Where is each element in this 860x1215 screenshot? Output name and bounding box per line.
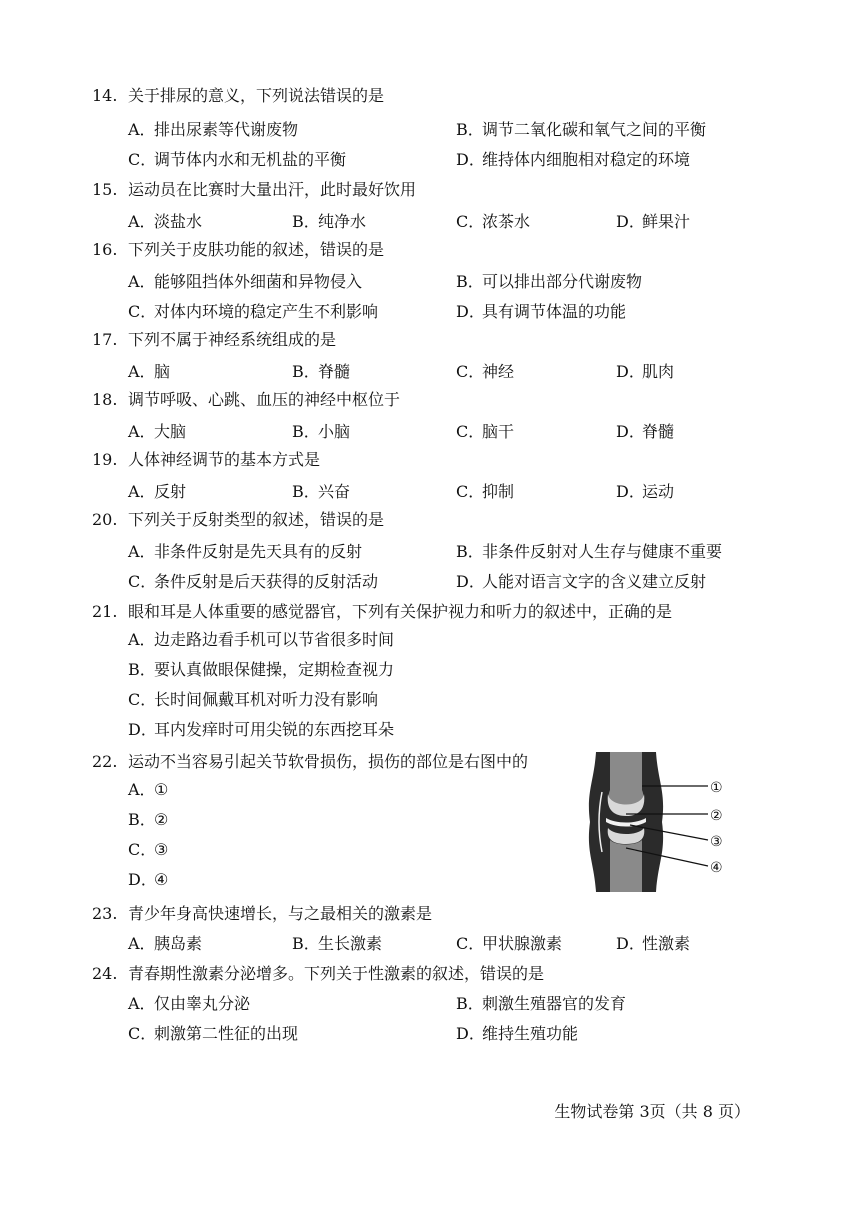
- question-21-option-d: [128, 720, 394, 740]
- figure-label-3: ③: [710, 834, 723, 850]
- question-16-stem: [92, 240, 384, 260]
- option-label: C．: [128, 690, 157, 709]
- question-text: 运动员在比赛时大量出汗，此时最好饮用: [128, 180, 417, 199]
- question-14-option-b: [456, 120, 706, 140]
- question-18-option-b: [292, 422, 350, 442]
- option-text: 胰岛素: [154, 934, 203, 953]
- option-label: A．: [128, 994, 156, 1013]
- option-label: B．: [456, 120, 484, 139]
- question-14-option-c: [128, 150, 346, 170]
- question-17-option-d: [616, 362, 674, 382]
- question-15-option-a: [128, 212, 202, 232]
- option-text: 调节体内水和无机盐的平衡: [154, 150, 347, 169]
- question-15-option-b: [292, 212, 366, 232]
- question-16-option-b: [456, 272, 642, 292]
- question-23-stem: [92, 904, 432, 924]
- question-22-option-d: [128, 870, 168, 890]
- question-14-option-d: [456, 150, 690, 170]
- option-text: ③: [154, 840, 169, 859]
- option-text: 浓茶水: [482, 212, 531, 231]
- option-text: 性激素: [642, 934, 691, 953]
- option-text: 长时间佩戴耳机对听力没有影响: [154, 690, 379, 709]
- option-text: 脑: [154, 362, 171, 381]
- figure-label-4: ④: [710, 860, 723, 876]
- question-20-stem: [92, 510, 384, 530]
- question-21-option-a: [128, 630, 394, 650]
- question-text: 下列关于皮肤功能的叙述，错误的是: [128, 240, 385, 259]
- question-16-option-c: [128, 302, 378, 322]
- option-text: 非条件反射对人生存与健康不重要: [482, 542, 723, 561]
- option-label: B．: [292, 212, 320, 231]
- option-label: B．: [128, 660, 156, 679]
- question-number: 16.: [92, 240, 118, 259]
- option-label: D．: [616, 362, 645, 381]
- question-21-option-c: [128, 690, 378, 710]
- question-16-option-d: [456, 302, 626, 322]
- option-label: A．: [128, 212, 156, 231]
- option-label: A．: [128, 272, 156, 291]
- option-text: 可以排出部分代谢废物: [482, 272, 643, 291]
- option-text: 要认真做眼保健操，定期检查视力: [154, 660, 395, 679]
- option-text: 运动: [642, 482, 675, 501]
- option-label: D．: [456, 302, 485, 321]
- question-19-stem: [92, 450, 320, 470]
- knee-joint-figure: [586, 752, 746, 892]
- option-label: A．: [128, 120, 156, 139]
- option-label: C．: [128, 572, 157, 591]
- question-24-option-a: [128, 994, 250, 1014]
- question-17-option-a: [128, 362, 170, 382]
- question-20-option-a: [128, 542, 362, 562]
- option-text: 脊髓: [318, 362, 351, 381]
- question-text: 下列关于反射类型的叙述，错误的是: [128, 510, 385, 529]
- question-number: 22.: [92, 752, 118, 771]
- question-15-option-c: [456, 212, 530, 232]
- question-24-option-b: [456, 994, 626, 1014]
- option-label: B．: [292, 362, 320, 381]
- option-label: C．: [456, 482, 485, 501]
- option-text: 排出尿素等代谢废物: [154, 120, 299, 139]
- option-label: A．: [128, 630, 156, 649]
- option-text: 反射: [154, 482, 187, 501]
- option-label: C．: [128, 1024, 157, 1043]
- question-22-option-a: [128, 780, 168, 800]
- joint-diagram: [586, 752, 746, 892]
- option-text: 调节二氧化碳和氧气之间的平衡: [482, 120, 707, 139]
- question-17-option-b: [292, 362, 350, 382]
- option-text: 刺激生殖器官的发育: [482, 994, 627, 1013]
- question-22-option-c: [128, 840, 168, 860]
- question-14-stem: [92, 86, 384, 106]
- question-14-option-a: [128, 120, 298, 140]
- question-21-stem: [92, 602, 672, 622]
- option-label: B．: [456, 994, 484, 1013]
- option-label: D．: [128, 720, 157, 739]
- option-text: 具有调节体温的功能: [482, 302, 627, 321]
- option-label: A．: [128, 422, 156, 441]
- question-20-option-c: [128, 572, 378, 592]
- option-text: 耳内发痒时可用尖锐的东西挖耳朵: [154, 720, 395, 739]
- option-text: 人能对语言文字的含义建立反射: [482, 572, 707, 591]
- question-text: 青少年身高快速增长，与之最相关的激素是: [128, 904, 433, 923]
- option-label: A．: [128, 780, 156, 799]
- question-text: 调节呼吸、心跳、血压的神经中枢位于: [128, 390, 401, 409]
- option-label: C．: [128, 840, 157, 859]
- option-text: 刺激第二性征的出现: [154, 1024, 299, 1043]
- question-17-option-c: [456, 362, 514, 382]
- option-label: A．: [128, 934, 156, 953]
- option-text: 肌肉: [642, 362, 675, 381]
- question-19-option-b: [292, 482, 350, 502]
- option-text: 神经: [482, 362, 515, 381]
- question-19-option-c: [456, 482, 514, 502]
- option-text: 维持生殖功能: [482, 1024, 579, 1043]
- question-20-option-d: [456, 572, 706, 592]
- option-text: ④: [154, 870, 169, 889]
- question-number: 17.: [92, 330, 118, 349]
- option-text: 大脑: [154, 422, 187, 441]
- option-text: 对体内环境的稳定产生不利影响: [154, 302, 379, 321]
- option-label: C．: [128, 150, 157, 169]
- option-text: 非条件反射是先天具有的反射: [154, 542, 363, 561]
- question-17-stem: [92, 330, 336, 350]
- option-label: B．: [292, 422, 320, 441]
- question-23-option-b: [292, 934, 382, 954]
- question-20-option-b: [456, 542, 722, 562]
- option-label: C．: [128, 302, 157, 321]
- question-text: 青春期性激素分泌增多。下列关于性激素的叙述，错误的是: [128, 964, 545, 983]
- option-text: 边走路边看手机可以节省很多时间: [154, 630, 395, 649]
- option-text: 淡盐水: [154, 212, 203, 231]
- option-label: B．: [292, 482, 320, 501]
- option-label: B．: [456, 272, 484, 291]
- option-label: B．: [456, 542, 484, 561]
- option-label: D．: [456, 150, 485, 169]
- option-label: D．: [456, 572, 485, 591]
- question-text: 运动不当容易引起关节软骨损伤，损伤的部位是右图中的: [128, 752, 529, 771]
- question-18-option-c: [456, 422, 514, 442]
- figure-label-2: ②: [710, 808, 723, 824]
- question-18-option-a: [128, 422, 186, 442]
- option-text: 脊髓: [642, 422, 675, 441]
- option-label: C．: [456, 422, 485, 441]
- option-label: C．: [456, 212, 485, 231]
- question-number: 15.: [92, 180, 118, 199]
- option-text: 兴奋: [318, 482, 351, 501]
- option-text: 脑干: [482, 422, 515, 441]
- question-text: 眼和耳是人体重要的感觉器官，下列有关保护视力和听力的叙述中，正确的是: [128, 602, 673, 621]
- option-label: C．: [456, 362, 485, 381]
- question-number: 20.: [92, 510, 118, 529]
- option-label: D．: [456, 1024, 485, 1043]
- option-text: 纯净水: [318, 212, 367, 231]
- question-number: 23.: [92, 904, 118, 923]
- option-text: 抑制: [482, 482, 515, 501]
- question-number: 24.: [92, 964, 118, 983]
- question-text: 关于排尿的意义，下列说法错误的是: [128, 86, 385, 105]
- option-label: B．: [292, 934, 320, 953]
- option-text: 甲状腺激素: [482, 934, 563, 953]
- option-label: D．: [128, 870, 157, 889]
- question-21-option-b: [128, 660, 394, 680]
- option-label: D．: [616, 482, 645, 501]
- question-24-stem: [92, 964, 544, 984]
- option-text: 条件反射是后天获得的反射活动: [154, 572, 379, 591]
- question-18-option-d: [616, 422, 674, 442]
- option-text: 能够阻挡体外细菌和异物侵入: [154, 272, 363, 291]
- option-label: C．: [456, 934, 485, 953]
- question-23-option-d: [616, 934, 690, 954]
- option-text: 鲜果汁: [642, 212, 691, 231]
- question-text: 人体神经调节的基本方式是: [128, 450, 321, 469]
- question-number: 21.: [92, 602, 118, 621]
- lower-bone: [610, 840, 642, 892]
- option-label: A．: [128, 362, 156, 381]
- question-23-option-c: [456, 934, 562, 954]
- option-label: A．: [128, 542, 156, 561]
- question-number: 19.: [92, 450, 118, 469]
- question-22-option-b: [128, 810, 168, 830]
- question-text: 下列不属于神经系统组成的是: [128, 330, 337, 349]
- question-15-stem: [92, 180, 416, 200]
- option-label: A．: [128, 482, 156, 501]
- option-text: 生长激素: [318, 934, 383, 953]
- question-24-option-c: [128, 1024, 298, 1044]
- figure-label-1: ①: [710, 780, 723, 796]
- question-24-option-d: [456, 1024, 578, 1044]
- option-text: ①: [154, 780, 169, 799]
- option-label: D．: [616, 934, 645, 953]
- option-text: 小脑: [318, 422, 351, 441]
- option-label: B．: [128, 810, 156, 829]
- option-text: 维持体内细胞相对稳定的环境: [482, 150, 691, 169]
- option-label: D．: [616, 422, 645, 441]
- option-text: 仅由睾丸分泌: [154, 994, 251, 1013]
- question-18-stem: [92, 390, 400, 410]
- page-footer: 生物试卷第 3页（共 8 页）: [554, 1102, 750, 1121]
- question-number: 14.: [92, 86, 118, 105]
- question-number: 18.: [92, 390, 118, 409]
- question-15-option-d: [616, 212, 690, 232]
- option-label: D．: [616, 212, 645, 231]
- question-23-option-a: [128, 934, 202, 954]
- option-text: ②: [154, 810, 169, 829]
- question-16-option-a: [128, 272, 362, 292]
- question-19-option-d: [616, 482, 674, 502]
- question-19-option-a: [128, 482, 186, 502]
- question-22-stem: [92, 752, 528, 772]
